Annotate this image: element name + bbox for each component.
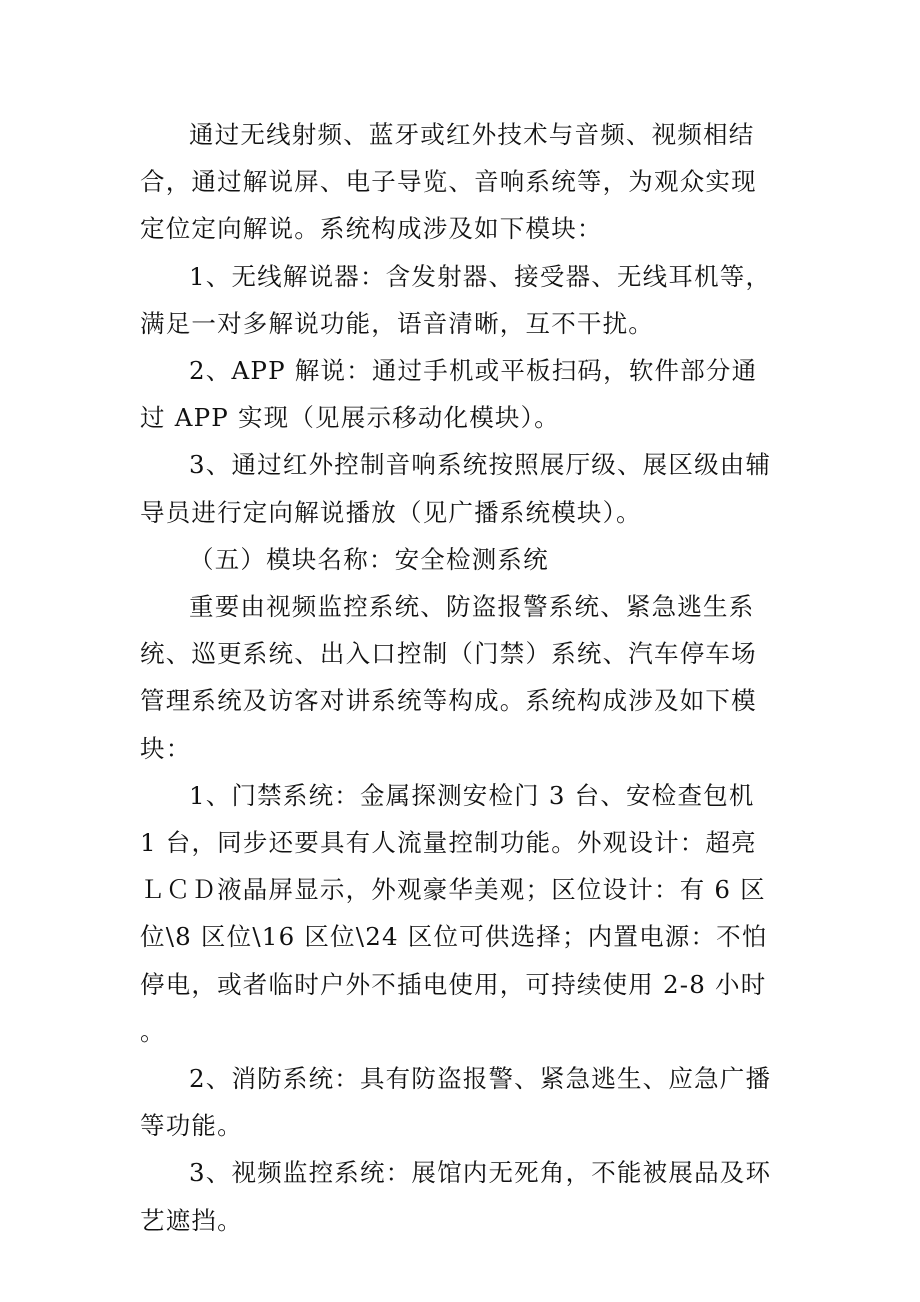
paragraph-app-guide: 2、APP 解说：通过手机或平板扫码，软件部分通过 APP 实现（见展示移动化模块）。 [140,356,758,433]
document-body [140,111,780,1244]
paragraph-fire-system: 2、消防系统：具有防盗报警、紧急逃生、应急广播等功能。 [140,1064,772,1141]
section-heading: （五）模块名称：安全检测系统 [189,544,549,574]
paragraph-security-overview: 重要由视频监控系统、防盗报警系统、紧急逃生系统、巡更系统、出入口控制（门禁）系统、汽车停车场管理系统及访客对讲系统等构成。系统构成涉及如下模块： [140,592,757,763]
paragraph-video-surveillance: 3、视频监控系统：展馆内无死角，不能被展品及环艺遮挡。 [140,1158,772,1235]
paragraph-wireless-guide: 1、无线解说器：含发射器、接受器、无线耳机等，满足一对多解说功能，语音清晰，互不干扰。 [140,261,772,338]
paragraph-intro: 通过无线射频、蓝牙或红外技术与音频、视频相结合，通过解说屏、电子导览、音响系统等，为观众实现定位定向解说。系统构成涉及如下模块： [140,120,757,244]
paragraph-access-control: 1、门禁系统：金属探测安检门 3 台、安检查包机 1 台，同步还要具有人流量控制功能。外观设计：超亮ＬＣＤ液晶屏显示，外观豪华美观；区位设计：有 6 区位\8 区位\16 区位\24 区位可供选择；内置电源：不怕停电，或者临时户外不插电使用，可持续使用 2-8 小时。 [140,780,768,1046]
paragraph-infrared-audio: 3、通过红外控制音响系统按照展厅级、展区级由辅导员进行定向解说播放（见广播系统模块）。 [140,450,772,527]
